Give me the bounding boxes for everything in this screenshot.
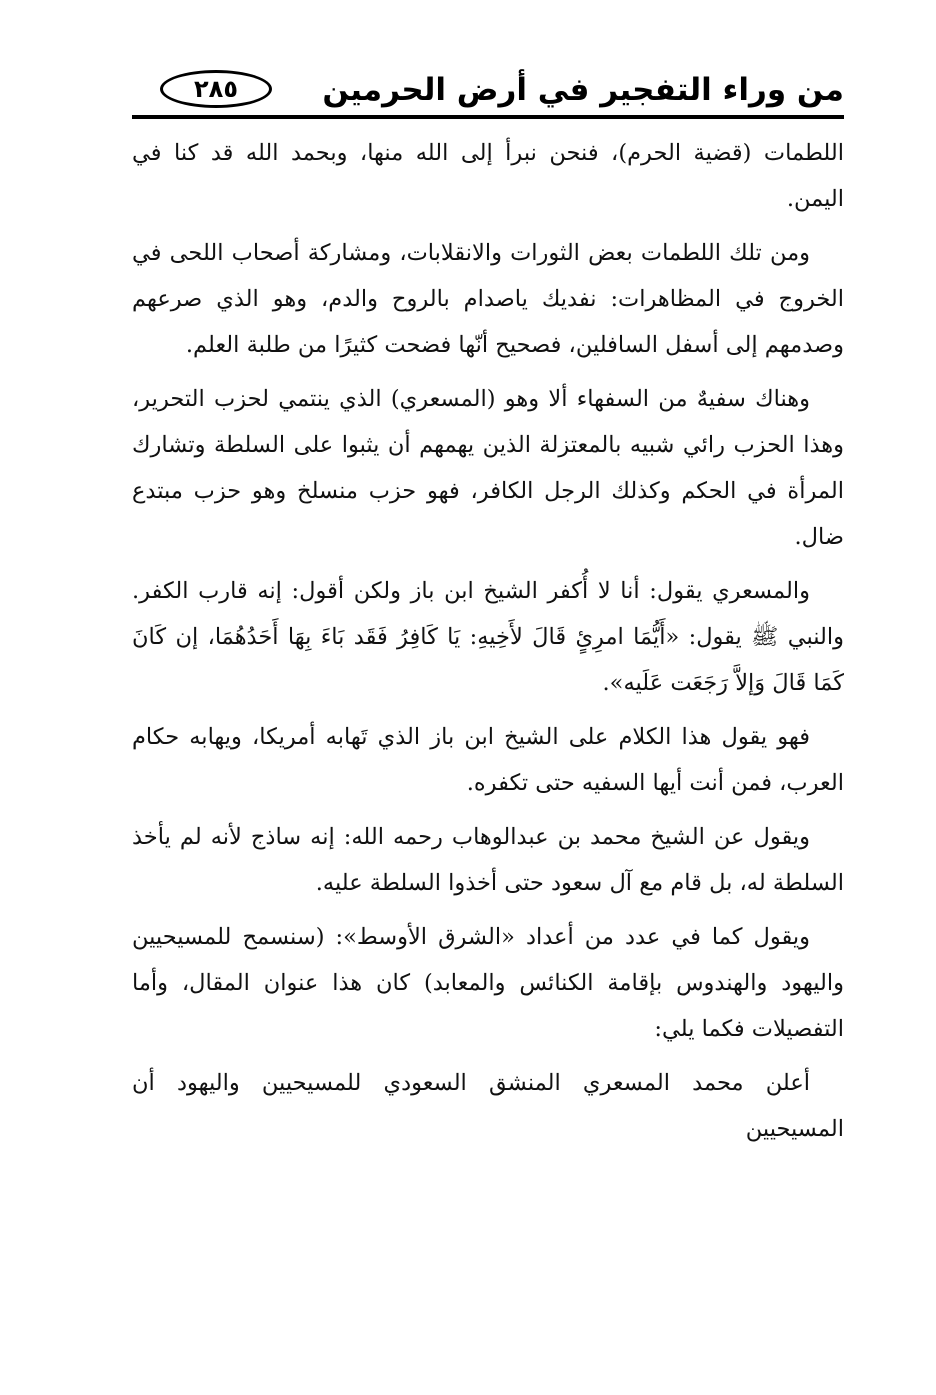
paragraph-6: ويقول عن الشيخ محمد بن عبدالوهاب رحمه الله: إنه ساذج لأنه لم يأخذ السلطة له، بل قام مع آل سعود حتى أخذوا السلطة عليه.: [132, 824, 844, 896]
paragraph-8: أعلن محمد المسعري المنشق السعودي للمسيحيين واليهود أن المسيحيين: [132, 1070, 844, 1142]
book-title: من وراء التفجير في أرض الحرمين: [322, 72, 844, 108]
page-number: ٢٨٥: [194, 75, 238, 103]
page-number-badge: [160, 70, 272, 108]
paragraph-7: ويقول كما في عدد من أعداد «الشرق الأوسط»: (سنسمح للمسيحيين واليهود والهندوس بإقامة الكنائس والمعابد) كان هذا عنوان المقال، وأما التفصيلات فكما يلي:: [132, 924, 844, 1042]
running-header: [132, 62, 844, 120]
paragraph-2: ومن تلك اللطمات بعض الثورات والانقلابات، ومشاركة أصحاب اللحى في الخروج في المظاهرات: نفديك ياصدام بالروح والدم، وهو الذي صرعهم وصدمهم إلى أسفل السافلين، فصحيح أنّها فضحت كثيرًا من طلبة العلم.: [132, 240, 844, 358]
body-text: [132, 130, 844, 1160]
paragraph-4: والمسعري يقول: أنا لا أُكفر الشيخ ابن باز ولكن أقول: إنه قارب الكفر. والنبي ﷺ يقول: «أَيُّمَا امرِئٍ قَالَ لأَخِيهِ: يَا كَافِرُ فَقَد بَاءَ بِهَا أَحَدُهُمَا، إن كَانَ كَمَا قَالَ وَإلاَّ رَجَعَت عَلَيه».: [132, 578, 844, 696]
paragraph-5: فهو يقول هذا الكلام على الشيخ ابن باز الذي تَهابه أمريكا، ويهابه حكام العرب، فمن أنت أيها السفيه حتى تكفره.: [132, 724, 844, 796]
paragraph-1: اللطمات (قضية الحرم)، فنحن نبرأ إلى الله منها، وبحمد الله قد كنا في اليمن.: [132, 140, 844, 212]
paragraph-3: وهناك سفيهٌ من السفهاء ألا وهو (المسعري) الذي ينتمي لحزب التحرير، وهذا الحزب رائي شبيه بالمعتزلة الذين يهمهم أن يثبوا على السلطة وتشارك المرأة في الحكم وكذلك الرجل الكافر، فهو حزب منسلخ وهو حزب مبتدع ضال.: [132, 386, 844, 550]
header-divider: [132, 115, 844, 119]
